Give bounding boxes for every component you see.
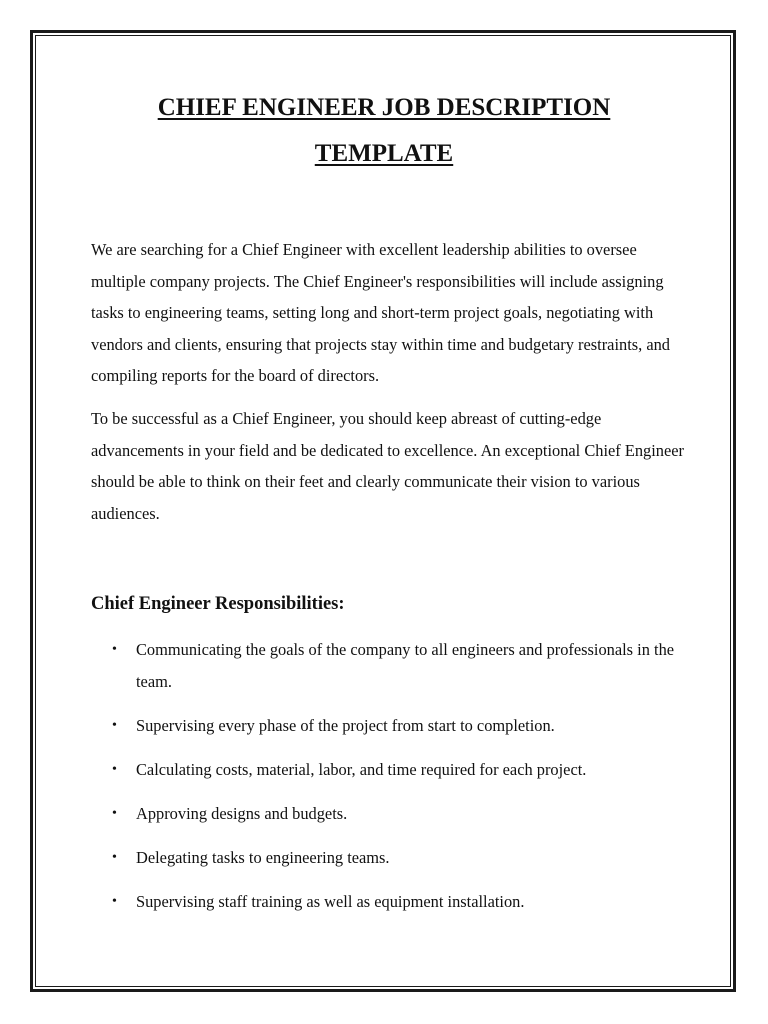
- list-item-text: Supervising staff training as well as equipment installation.: [136, 891, 525, 911]
- list-item: [110, 798, 690, 830]
- list-item: [110, 754, 690, 786]
- bullet-icon: •: [112, 717, 117, 733]
- list-item: [110, 634, 690, 697]
- bullet-icon: •: [112, 642, 117, 657]
- list-item-text: Delegating tasks to engineering teams.: [136, 847, 390, 867]
- list-item-text: Approving designs and budgets.: [136, 803, 348, 823]
- document-title-line-2: TEMPLATE: [314, 140, 454, 167]
- success-paragraph: To be successful as a Chief Engineer, you should keep abreast of cutting-edge advancements in your field and be dedicated to excellence. An exceptional Chief Engineer should be able to think on their feet and clearly communicate their vision to various audiences.: [91, 409, 685, 523]
- intro-paragraph: We are searching for a Chief Engineer with excellent leadership abilities to oversee multiple company projects. The Chief Engineer's responsibilities will include assigning tasks to engineering teams, setting long and short-term project goals, negotiating with vendors and clients, ensuring that projects stay within time and budgetary restraints, and compiling reports for the board of directors.: [91, 240, 670, 385]
- document-title-line-1: CHIEF ENGINEER JOB DESCRIPTION: [157, 94, 611, 121]
- list-item-text: Calculating costs, material, labor, and time required for each project.: [136, 759, 587, 779]
- list-item: [110, 710, 690, 742]
- list-item-text: Communicating the goals of the company to all engineers and professionals in the team.: [136, 640, 675, 691]
- list-item: [110, 886, 690, 918]
- bullet-icon: •: [112, 893, 117, 909]
- bullet-icon: •: [112, 805, 117, 821]
- list-item-text: Supervising every phase of the project from start to completion.: [136, 715, 555, 735]
- bullet-icon: •: [112, 849, 117, 865]
- responsibilities-heading: Chief Engineer Responsibilities:: [91, 594, 345, 614]
- bullet-icon: •: [112, 761, 117, 777]
- list-item: [110, 842, 690, 874]
- responsibilities-list: [110, 634, 690, 930]
